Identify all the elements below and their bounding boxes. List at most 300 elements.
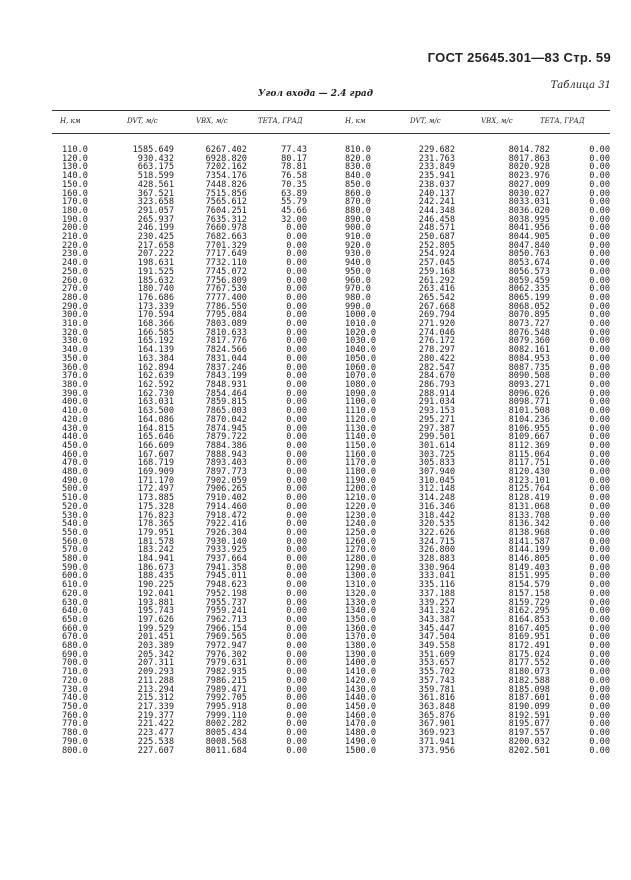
- cell-vbx: 8162.295: [508, 606, 550, 617]
- cell-altitude: 930.0: [345, 249, 371, 260]
- table-row: [345, 433, 610, 442]
- cell-dvt: 280.422: [418, 353, 455, 364]
- cell-teta: 0.00: [286, 693, 307, 704]
- cell-teta: 0.00: [589, 266, 610, 277]
- cell-altitude: 170.0: [62, 197, 88, 208]
- cell-teta: 0.00: [589, 484, 610, 495]
- table-row: [345, 494, 610, 503]
- cell-vbx: 8023.976: [508, 171, 550, 182]
- cell-vbx: 8082.161: [508, 345, 550, 356]
- cell-vbx: 7879.722: [205, 432, 247, 443]
- cell-altitude: 390.0: [62, 388, 88, 399]
- cell-dvt: 930.432: [137, 153, 174, 164]
- table-row: [62, 329, 307, 338]
- cell-altitude: 1200.0: [345, 484, 377, 495]
- cell-vbx: 8112.369: [508, 440, 550, 451]
- cell-teta: 0.00: [286, 432, 307, 443]
- cell-vbx: 8062.335: [508, 284, 550, 295]
- table-row: [62, 433, 307, 442]
- cell-teta: 0.00: [589, 406, 610, 417]
- cell-vbx: 7810.633: [205, 327, 247, 338]
- table-row: [62, 459, 307, 468]
- cell-altitude: 360.0: [62, 362, 88, 373]
- cell-dvt: 163.500: [137, 406, 174, 417]
- cell-dvt: 267.668: [418, 301, 455, 312]
- cell-dvt: 351.609: [418, 649, 455, 660]
- cell-vbx: 7902.059: [205, 475, 247, 486]
- cell-teta: 0.00: [589, 371, 610, 382]
- cell-vbx: 7786.550: [205, 301, 247, 312]
- cell-altitude: 880.0: [345, 205, 371, 216]
- table-row: [62, 729, 307, 738]
- table-row: [345, 590, 610, 599]
- cell-teta: 0.00: [286, 710, 307, 721]
- cell-altitude: 740.0: [62, 693, 88, 704]
- cell-dvt: 163.384: [137, 353, 174, 364]
- table-row: [345, 572, 610, 581]
- cell-vbx: 8065.199: [508, 292, 550, 303]
- table-row: [345, 381, 610, 390]
- cell-altitude: 1440.0: [345, 693, 377, 704]
- table-row: [345, 311, 610, 320]
- cell-dvt: 330.964: [418, 562, 455, 573]
- cell-vbx: 7756.809: [205, 275, 247, 286]
- cell-teta: 0.00: [286, 545, 307, 556]
- cell-teta: 0.00: [589, 571, 610, 582]
- cell-dvt: 361.816: [418, 693, 455, 704]
- cell-dvt: 246.458: [418, 214, 455, 225]
- table-row: [345, 416, 610, 425]
- cell-vbx: 8177.552: [508, 658, 550, 669]
- cell-teta: 0.00: [286, 614, 307, 625]
- cell-teta: 0.00: [589, 475, 610, 486]
- table-row: [345, 364, 610, 373]
- cell-teta: 0.00: [286, 719, 307, 730]
- table-row: [62, 494, 307, 503]
- table-row: [62, 503, 307, 512]
- cell-altitude: 440.0: [62, 432, 88, 443]
- cell-vbx: 7701.329: [205, 240, 247, 251]
- cell-dvt: 335.116: [418, 580, 455, 591]
- cell-dvt: 164.139: [137, 345, 174, 356]
- table-row: [345, 172, 610, 181]
- cell-vbx: 8120.430: [508, 467, 550, 478]
- cell-dvt: 186.673: [137, 562, 174, 573]
- cell-teta: 0.00: [286, 240, 307, 251]
- cell-dvt: 347.504: [418, 632, 455, 643]
- cell-altitude: 590.0: [62, 562, 88, 573]
- cell-altitude: 320.0: [62, 327, 88, 338]
- cell-dvt: 242.241: [418, 197, 455, 208]
- table-row: [62, 216, 307, 225]
- cell-altitude: 640.0: [62, 606, 88, 617]
- cell-altitude: 380.0: [62, 379, 88, 390]
- cell-altitude: 540.0: [62, 519, 88, 530]
- table-row: [62, 677, 307, 686]
- table-row: [62, 538, 307, 547]
- cell-vbx: 7837.246: [205, 362, 247, 373]
- cell-altitude: 850.0: [345, 179, 371, 190]
- table-row: [62, 625, 307, 634]
- cell-altitude: 1340.0: [345, 606, 377, 617]
- cell-vbx: 7969.565: [205, 632, 247, 643]
- cell-altitude: 1140.0: [345, 432, 377, 443]
- cell-teta: 0.00: [286, 414, 307, 425]
- cell-altitude: 1290.0: [345, 562, 377, 573]
- cell-teta: 0.00: [589, 510, 610, 521]
- table-subtitle: Угол входа — 2.4 град: [258, 89, 373, 99]
- table-row: [62, 485, 307, 494]
- cell-altitude: 1030.0: [345, 336, 377, 347]
- cell-vbx: 7999.110: [205, 710, 247, 721]
- cell-altitude: 970.0: [345, 284, 371, 295]
- table-row: [345, 633, 610, 642]
- cell-dvt: 314.248: [418, 493, 455, 504]
- cell-teta: 32.00: [281, 214, 307, 225]
- table-row: [345, 642, 610, 651]
- cell-vbx: 7941.358: [205, 562, 247, 573]
- cell-altitude: 1040.0: [345, 345, 377, 356]
- cell-vbx: 8185.098: [508, 684, 550, 695]
- cell-dvt: 518.599: [137, 171, 174, 182]
- cell-dvt: 365.876: [418, 710, 455, 721]
- cell-altitude: 1070.0: [345, 371, 377, 382]
- table-row: [62, 416, 307, 425]
- cell-teta: 0.00: [589, 145, 610, 155]
- cell-vbx: 8125.764: [508, 484, 550, 495]
- cell-teta: 0.00: [286, 484, 307, 495]
- cell-teta: 0.00: [589, 258, 610, 269]
- table-row: [62, 268, 307, 277]
- cell-vbx: 7870.042: [205, 414, 247, 425]
- cell-altitude: 870.0: [345, 197, 371, 208]
- cell-altitude: 280.0: [62, 292, 88, 303]
- cell-dvt: 180.740: [137, 284, 174, 295]
- cell-dvt: 162.592: [137, 379, 174, 390]
- cell-teta: 0.00: [589, 232, 610, 243]
- cell-teta: 0.00: [286, 284, 307, 295]
- cell-vbx: 7952.198: [205, 588, 247, 599]
- cell-dvt: 175.328: [137, 501, 174, 512]
- table-row: [345, 146, 610, 155]
- cell-dvt: 246.199: [137, 223, 174, 234]
- cell-vbx: 8187.601: [508, 693, 550, 704]
- cell-altitude: 710.0: [62, 667, 88, 678]
- cell-altitude: 730.0: [62, 684, 88, 695]
- cell-teta: 0.00: [286, 702, 307, 712]
- cell-teta: 0.00: [589, 545, 610, 556]
- table-row: [345, 372, 610, 381]
- cell-teta: 0.00: [286, 519, 307, 530]
- cell-dvt: 231.763: [418, 153, 455, 164]
- cell-vbx: 7914.460: [205, 501, 247, 512]
- cell-vbx: 8073.727: [508, 319, 550, 330]
- cell-vbx: 7354.176: [205, 171, 247, 182]
- table-row: [345, 181, 610, 190]
- cell-dvt: 207.222: [137, 249, 174, 260]
- cell-vbx: 8175.024: [508, 649, 550, 660]
- cell-dvt: 201.451: [137, 632, 174, 643]
- table-row: [62, 320, 307, 329]
- table-row: [62, 285, 307, 294]
- table-row: [345, 468, 610, 477]
- cell-dvt: 305.833: [418, 458, 455, 469]
- table-row: [62, 546, 307, 555]
- cell-vbx: 8033.031: [508, 197, 550, 208]
- col-header-dvt-right: DVT, м/с: [410, 117, 441, 125]
- cell-dvt: 163.031: [137, 397, 174, 408]
- cell-vbx: 7972.947: [205, 641, 247, 652]
- cell-vbx: 8149.403: [508, 562, 550, 573]
- cell-dvt: 195.743: [137, 606, 174, 617]
- cell-vbx: 8133.708: [508, 510, 550, 521]
- cell-teta: 0.00: [589, 214, 610, 225]
- cell-dvt: 257.045: [418, 258, 455, 269]
- cell-dvt: 339.257: [418, 597, 455, 608]
- cell-teta: 0.00: [286, 249, 307, 260]
- cell-teta: 0.00: [589, 423, 610, 434]
- cell-vbx: 8068.052: [508, 301, 550, 312]
- cell-teta: 0.00: [589, 153, 610, 164]
- cell-teta: 0.00: [589, 684, 610, 695]
- col-header-dvt-left: DVT, м/с: [127, 117, 158, 125]
- cell-teta: 0.00: [589, 597, 610, 608]
- cell-vbx: 7989.471: [205, 684, 247, 695]
- cell-altitude: 1050.0: [345, 353, 377, 364]
- table-label: Таблица 31: [550, 80, 611, 91]
- cell-altitude: 410.0: [62, 406, 88, 417]
- cell-vbx: 7824.566: [205, 345, 247, 356]
- table-row: [62, 468, 307, 477]
- table-row: [62, 599, 307, 608]
- cell-vbx: 8195.077: [508, 719, 550, 730]
- cell-dvt: 663.175: [137, 162, 174, 173]
- cell-dvt: 164.086: [137, 414, 174, 425]
- table-row: [345, 720, 610, 729]
- header-bottom-rule: [52, 133, 610, 134]
- cell-vbx: 8076.548: [508, 327, 550, 338]
- cell-teta: 0.00: [286, 232, 307, 243]
- cell-altitude: 1260.0: [345, 536, 377, 547]
- cell-teta: 0.00: [589, 327, 610, 338]
- table-row: [345, 729, 610, 738]
- table-row: [62, 581, 307, 590]
- cell-teta: 0.00: [589, 171, 610, 182]
- table-row: [345, 555, 610, 564]
- cell-altitude: 1320.0: [345, 588, 377, 599]
- cell-altitude: 1450.0: [345, 702, 377, 712]
- cell-altitude: 620.0: [62, 588, 88, 599]
- table-row: [345, 512, 610, 521]
- table-row: [345, 163, 610, 172]
- col-header-h-left: Н, км: [60, 117, 81, 125]
- cell-vbx: 8141.587: [508, 536, 550, 547]
- cell-vbx: 8044.905: [508, 232, 550, 243]
- table-row: [62, 564, 307, 573]
- cell-vbx: 7448.826: [205, 179, 247, 190]
- cell-dvt: 207.311: [137, 658, 174, 669]
- cell-teta: 0.00: [286, 336, 307, 347]
- cell-teta: 0.00: [589, 536, 610, 547]
- cell-altitude: 780.0: [62, 728, 88, 739]
- cell-altitude: 900.0: [345, 223, 371, 234]
- cell-vbx: 8157.158: [508, 588, 550, 599]
- cell-altitude: 1280.0: [345, 554, 377, 565]
- table-row: [345, 546, 610, 555]
- cell-dvt: 165.192: [137, 336, 174, 347]
- cell-altitude: 1470.0: [345, 719, 377, 730]
- cell-altitude: 1240.0: [345, 519, 377, 530]
- table-row: [345, 303, 610, 312]
- cell-vbx: 8202.501: [508, 745, 550, 756]
- table-row: [62, 163, 307, 172]
- cell-altitude: 1000.0: [345, 310, 377, 321]
- cell-vbx: 7635.312: [205, 214, 247, 225]
- cell-altitude: 1350.0: [345, 614, 377, 625]
- cell-vbx: 8190.099: [508, 702, 550, 712]
- cell-vbx: 7933.925: [205, 545, 247, 556]
- cell-dvt: 291.057: [137, 205, 174, 216]
- table-row: [345, 712, 610, 721]
- cell-vbx: 8154.579: [508, 580, 550, 591]
- table-row: [62, 224, 307, 233]
- cell-teta: 0.00: [286, 301, 307, 312]
- cell-dvt: 172.497: [137, 484, 174, 495]
- cell-vbx: 7982.935: [205, 667, 247, 678]
- cell-teta: 0.00: [589, 675, 610, 686]
- cell-teta: 0.00: [589, 527, 610, 538]
- cell-altitude: 550.0: [62, 527, 88, 538]
- cell-teta: 0.00: [286, 658, 307, 669]
- cell-vbx: 8053.674: [508, 258, 550, 269]
- table-row: [345, 407, 610, 416]
- cell-dvt: 164.815: [137, 423, 174, 434]
- cell-dvt: 168.719: [137, 458, 174, 469]
- cell-altitude: 370.0: [62, 371, 88, 382]
- cell-altitude: 1310.0: [345, 580, 377, 591]
- cell-teta: 0.00: [589, 353, 610, 364]
- cell-teta: 45.66: [281, 205, 307, 216]
- cell-altitude: 240.0: [62, 258, 88, 269]
- cell-altitude: 1220.0: [345, 501, 377, 512]
- cell-dvt: 288.914: [418, 388, 455, 399]
- cell-vbx: 8144.199: [508, 545, 550, 556]
- col-header-teta-left: ТЕТА, ГРАД: [258, 117, 303, 125]
- data-table-left: [62, 146, 307, 755]
- cell-dvt: 238.037: [418, 179, 455, 190]
- table-row: [62, 703, 307, 712]
- cell-vbx: 7865.003: [205, 406, 247, 417]
- cell-dvt: 322.626: [418, 527, 455, 538]
- cell-teta: 0.00: [589, 736, 610, 747]
- table-row: [345, 477, 610, 486]
- cell-vbx: 8200.032: [508, 736, 550, 747]
- cell-dvt: 371.941: [418, 736, 455, 747]
- cell-dvt: 190.225: [137, 580, 174, 591]
- cell-vbx: 8167.405: [508, 623, 550, 634]
- table-row: [345, 442, 610, 451]
- table-row: [345, 659, 610, 668]
- cell-vbx: 7922.416: [205, 519, 247, 530]
- cell-altitude: 810.0: [345, 145, 371, 155]
- cell-dvt: 166.585: [137, 327, 174, 338]
- cell-altitude: 180.0: [62, 205, 88, 216]
- cell-dvt: 286.793: [418, 379, 455, 390]
- cell-teta: 0.00: [286, 371, 307, 382]
- table-row: [345, 616, 610, 625]
- table-row: [345, 250, 610, 259]
- cell-vbx: 8059.459: [508, 275, 550, 286]
- cell-dvt: 217.658: [137, 240, 174, 251]
- cell-dvt: 185.632: [137, 275, 174, 286]
- cell-teta: 0.00: [589, 458, 610, 469]
- cell-vbx: 8017.863: [508, 153, 550, 164]
- cell-altitude: 1380.0: [345, 641, 377, 652]
- cell-vbx: 7893.403: [205, 458, 247, 469]
- cell-teta: 0.00: [589, 292, 610, 303]
- cell-altitude: 500.0: [62, 484, 88, 495]
- cell-dvt: 171.170: [137, 475, 174, 486]
- cell-dvt: 198.631: [137, 258, 174, 269]
- cell-altitude: 510.0: [62, 493, 88, 504]
- cell-vbx: 8079.360: [508, 336, 550, 347]
- cell-teta: 0.00: [589, 275, 610, 286]
- cell-dvt: 359.781: [418, 684, 455, 695]
- cell-teta: 0.00: [589, 223, 610, 234]
- cell-vbx: 8070.895: [508, 310, 550, 321]
- cell-teta: 0.00: [286, 606, 307, 617]
- table-row: [62, 155, 307, 164]
- cell-altitude: 1430.0: [345, 684, 377, 695]
- table-row: [345, 320, 610, 329]
- cell-dvt: 165.646: [137, 432, 174, 443]
- cell-altitude: 140.0: [62, 171, 88, 182]
- cell-dvt: 197.626: [137, 614, 174, 625]
- cell-altitude: 650.0: [62, 614, 88, 625]
- cell-vbx: 8047.840: [508, 240, 550, 251]
- table-row: [62, 520, 307, 529]
- table-row: [345, 329, 610, 338]
- cell-dvt: 263.416: [418, 284, 455, 295]
- cell-vbx: 8008.568: [205, 736, 247, 747]
- cell-dvt: 221.422: [137, 719, 174, 730]
- table-row: [62, 442, 307, 451]
- table-row: [62, 181, 307, 190]
- cell-teta: 0.00: [589, 397, 610, 408]
- cell-altitude: 1190.0: [345, 475, 377, 486]
- cell-vbx: 7976.302: [205, 649, 247, 660]
- cell-altitude: 690.0: [62, 649, 88, 660]
- cell-altitude: 1210.0: [345, 493, 377, 504]
- cell-altitude: 260.0: [62, 275, 88, 286]
- cell-vbx: 8020.928: [508, 162, 550, 173]
- cell-teta: 0.00: [589, 205, 610, 216]
- cell-dvt: 235.941: [418, 171, 455, 182]
- table-row: [62, 364, 307, 373]
- cell-vbx: 7732.110: [205, 258, 247, 269]
- cell-vbx: 8192.591: [508, 710, 550, 721]
- cell-teta: 0.00: [286, 292, 307, 303]
- cell-vbx: 8005.434: [205, 728, 247, 739]
- table-row: [62, 242, 307, 251]
- cell-teta: 0.00: [286, 527, 307, 538]
- cell-dvt: 307.940: [418, 467, 455, 478]
- cell-teta: 0.00: [589, 623, 610, 634]
- cell-vbx: 8117.751: [508, 458, 550, 469]
- cell-vbx: 8014.782: [508, 145, 550, 155]
- cell-vbx: 8027.009: [508, 179, 550, 190]
- cell-altitude: 1250.0: [345, 527, 377, 538]
